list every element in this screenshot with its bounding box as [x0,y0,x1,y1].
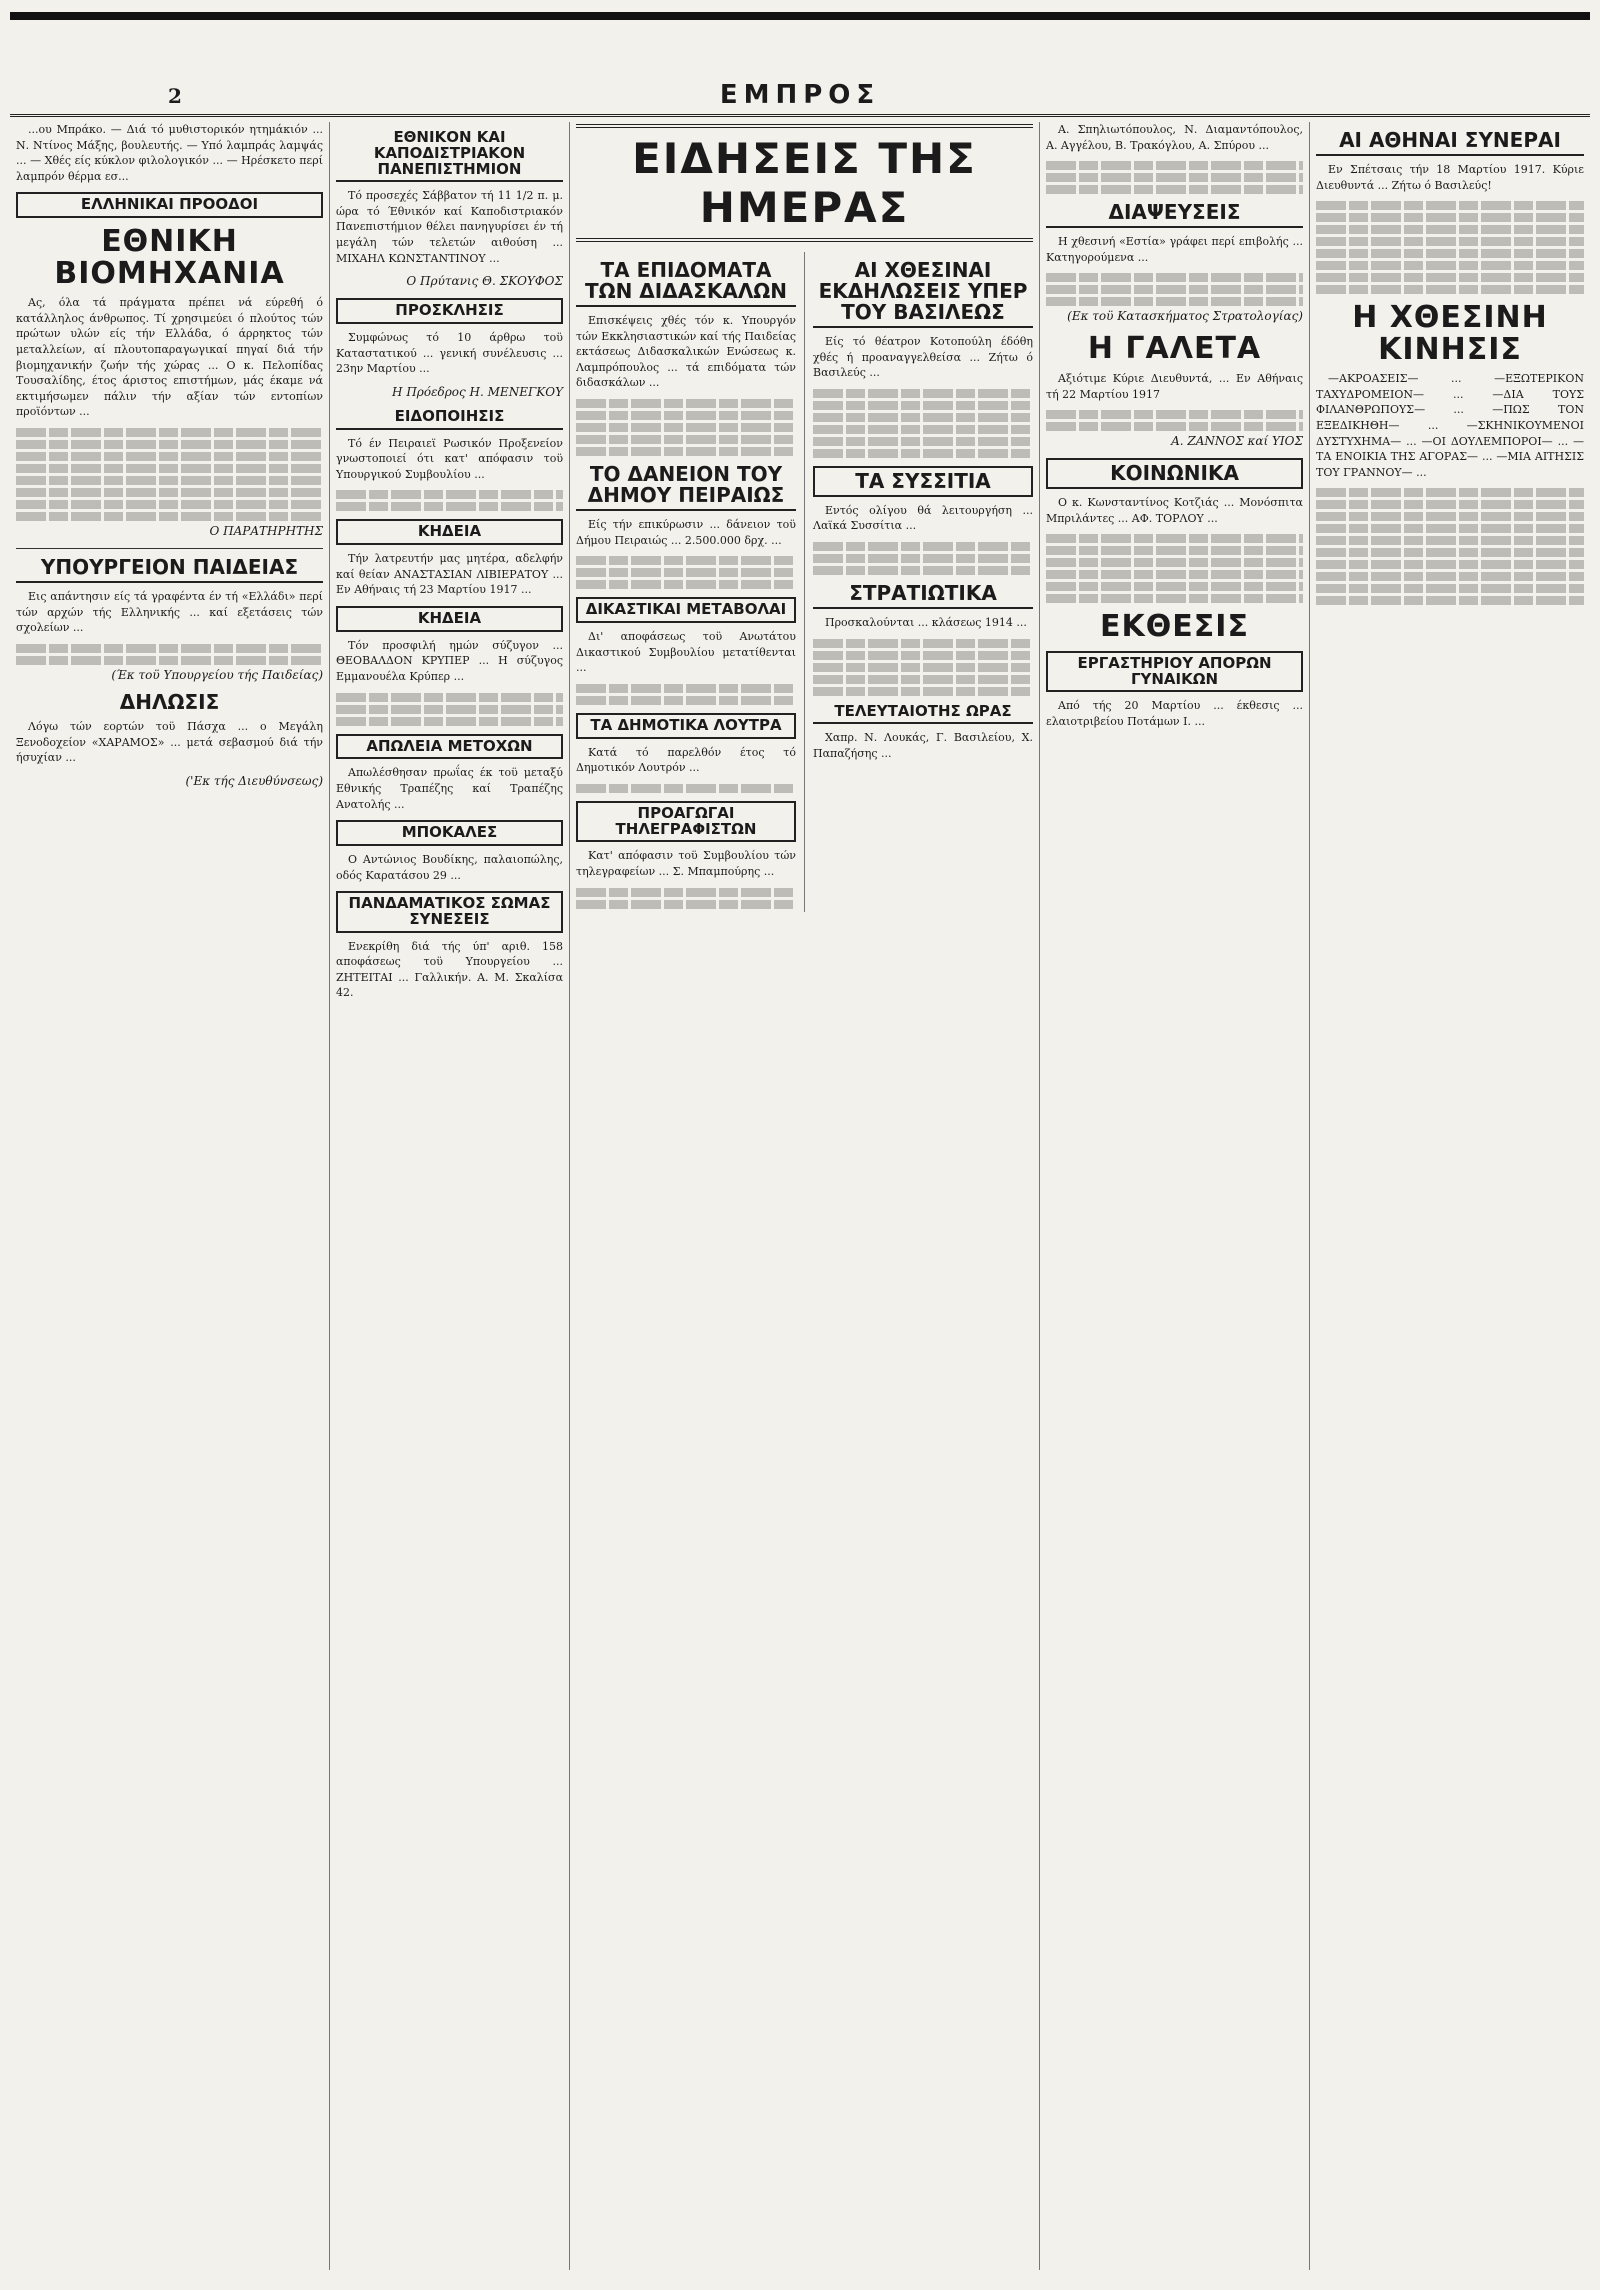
text-filler [813,554,1033,563]
article-body: Εν Σπέτσαις τήν 18 Μαρτίου 1917. Κύριε Διευθυντά ... Ζήτω ό Βασιλεύς! [1316,163,1584,192]
article-headline: ΠΡΟΑΓΩΓΑΙ ΤΗΛΕΓΡΑΦΙΣΤΩΝ [576,801,796,843]
notice-body: Τόν προσφιλή ημών σύζυγον ... ΘΕΟΒΑΛΔΟΝ ΚΡΥΠΕΡ ... Η σύζυγος Εμμανουέλα Κρύπερ ... [336,638,563,683]
section-body: Λόγω τών εορτών τοϋ Πάσχα ... ο Μεγάλη Ξενοδοχείον «ΧΑΡΑΜΟΣ» ... μετά σεβασμού διά τήν ήσυχίαν ... [16,719,323,765]
text-filler [16,452,323,461]
text-filler [1046,582,1303,591]
text-filler [16,464,323,473]
article-headline: ΤΑ ΕΠΙΔΟΜΑΤΑ ΤΩΝ ΔΙΔΑΣΚΑΛΩΝ [576,260,796,307]
text-filler [1046,297,1303,306]
text-filler [1316,261,1584,270]
text-filler [1316,237,1584,246]
notice-body: Τήν λατρευτήν μας μητέρα, αδελφήν καί θείαν ΑΝΑΣΤΑΣΙΑΝ ΛΙΒΙΕΡΑΤΟΥ ... Εν Αθήναις τή 23 Μαρτίου 1917 ... [336,552,563,597]
text-filler [1046,558,1303,567]
notice-body: Ενεκρίθη διά τής ύπ' αριθ. 158 αποφάσεως τοϋ Υπουργείου ... ΖΗΤΕΙΤΑΙ ... Γαλλικήν. Α. Μ. Σκαλίσα 42. [336,939,563,1000]
article-body: Αξιότιμε Κύριε Διευθυντά, ... Εν Αθήναις τή 22 Μαρτίου 1917 [1046,371,1303,401]
article-headline: ΤΕΛΕΥΤΑΙΟΤΗΣ ΩΡΑΣ [813,704,1033,725]
article-headline: ΕΘΝΙΚΗ ΒΙΟΜΗΧΑΝΙΑ [54,224,285,291]
article-body: Είς τήν επικύρωσιν ... δάνειον τοϋ Δήμου Πειραιώς ... 2.500.000 δρχ. ... [576,518,796,547]
text-filler [1046,594,1303,603]
text-filler [576,423,796,432]
notice-heading: ΜΠΟΚΑΛΕΣ [336,820,563,846]
text-filler [1316,584,1584,593]
text-filler [336,717,563,726]
text-filler [1316,273,1584,282]
top-border-bar [10,12,1590,20]
article-headline: ΕΚΘΕΣΙΣ [1100,609,1249,645]
article-body: Εντός ολίγου θά λειτουργήση ... Λαϊκά Συσσίτια ... [813,503,1033,533]
text-filler [1316,225,1584,234]
split-left [576,252,796,912]
section-heading: ΥΠΟΥΡΓΕΙΟΝ ΠΑΙΔΕΙΑΣ [16,557,323,583]
notice-signature: Η Πρόεδρος Η. ΜΕΝΕΓΚΟΥ [392,384,563,399]
article-body: Κατ' απόφασιν τοϋ Συμβουλίου τών τηλεγραφείων ... Σ. Μπαμπούρης ... [576,849,796,878]
notice-signature: Ο Πρύτανις Θ. ΣΚΟΥΦΟΣ [406,274,563,289]
text-filler [1316,249,1584,258]
text-filler [1046,410,1303,419]
text-filler [813,675,1033,684]
article-body: Ας, όλα τά πράγματα πρέπει νά εύρεθή ό κατάλληλος άνθρωπος. Τί χρησιμεύει ό πλούτος τών πρώτων υλών είς τήν Ελλάδα, ό άρρηκτος τών μεταλλείων, αί πλουτοπαραγωγικαί πηγαί διά τήν βιομηχανικήν ζωήν τής χώρας ... Ο κ. Πελοπίδας Τουσαλίδης, έτος άριστος επιστήμων, μάς έκαμε νά εκτιμήσωμεν πάλιν τήν αξίαν τών εντοπίων προϊόντων ... [16,296,323,419]
text-filler [16,512,323,521]
notice-body: Απωλέσθησαν πρωΐας έκ τοϋ μεταξύ Εθνικής Τραπέζης καί Τραπέζης Ανατολής ... [336,766,563,811]
text-filler [813,651,1033,660]
text-filler [1316,488,1584,497]
article-body: Από τής 20 Μαρτίου ... έκθεσις ... ελαιοτριβείου Ποτάμων Ι. ... [1046,699,1303,728]
text-filler [16,488,323,497]
column-2 [330,122,570,2270]
text-filler [813,437,1033,446]
column-1 [10,122,330,2270]
notice-body: Τό έν Πειραιεϊ Ρωσικόν Προξενείον γνωστοποιεί ότι κατ' απόφασιν τοϋ Υπουργικού Συμβουλίου ... [336,436,563,481]
notice-body: Ο Αντώνιος Βουδίκης, παλαιοπώλης, οδός Καρατάσου 29 ... [336,852,563,882]
section-source: ('Εκ τής Διευθύνσεως) [185,773,323,788]
article-headline: ΑΙ ΑΘΗΝΑΙ ΣΥΝΕΡΑΙ [1316,130,1584,156]
text-filler [576,696,796,705]
notice-heading: ΕΙΔΟΠΟΙΗΣΙΣ [336,409,563,430]
text-filler [813,449,1033,458]
text-filler [1316,201,1584,210]
article-headline: ΣΤΡΑΤΙΩΤΙΚΑ [813,583,1033,609]
article-headline: ΔΙΑΨΕΥΣΕΙΣ [1046,202,1303,228]
text-filler [576,784,796,793]
page-number: 2 [168,84,182,108]
article-headline: Η ΓΑΛΕΤΑ [1087,331,1262,367]
split-section [576,252,1033,912]
column-4 [1040,122,1310,2270]
text-filler [1046,273,1303,282]
notice-heading: ΚΗΔΕΙΑ [336,606,563,632]
text-filler [576,411,796,420]
text-filler [16,500,323,509]
text-filler [1316,536,1584,545]
text-filler [1316,572,1584,581]
text-filler [1046,173,1303,182]
text-filler [1046,534,1303,543]
article-headline: Η ΧΘΕΣΙΝΗ ΚΙΝΗΣΙΣ [1352,300,1548,367]
text-filler [576,684,796,693]
text-filler [813,566,1033,575]
newspaper-name: ΕΜΠΡΟΣ [719,80,881,110]
news-banner: ΕΙΔΗΣΕΙΣ ΤΗΣ ΗΜΕΡΑΣ [576,124,1033,242]
article-headline: ΤΑ ΣΥΣΣΙΤΙΑ [813,466,1033,497]
notice-heading: ΑΠΩΛΕΙΑ ΜΕΤΟΧΩΝ [336,734,563,760]
text-filler [336,502,563,511]
text-filler [1046,570,1303,579]
article-headline: ΑΙ ΧΘΕΣΙΝΑΙ ΕΚΔΗΛΩΣΕΙΣ ΥΠΕΡ ΤΟΥ ΒΑΣΙΛΕΩΣ [813,260,1033,328]
intro-text: ...ου Μπράκο. — Διά τό μυθιστορικόν ητημάκιόν ... Ν. Ντίνος Μάξης, βουλευτής. — Υπό λαμπράς λαμψάς ... — Χθές είς κύκλον φιλολογικόν ... — Ηρέσκετο περί λαμπρόν θέρμα εσ... [16,123,323,183]
text-filler [16,428,323,437]
text-filler [576,556,796,565]
intro-text: Α. Σπηλιωτόπουλος, Ν. Διαμαντόπουλος, Α. Αγγέλου, Β. Τρακόγλου, Α. Σπύρου ... [1046,123,1303,152]
notice-heading: ΠΡΟΣΚΛΗΣΙΣ [336,298,563,324]
article-headline: ΤΑ ΔΗΜΟΤΙΚΑ ΛΟΥΤΡΑ [576,713,796,739]
notice-body: Συμφώνως τό 10 άρθρω τοϋ Καταστατικού ... γενική συνέλευσις ... 23ην Μαρτίου ... [336,331,563,376]
text-filler [576,447,796,456]
section-heading: ΔΗΛΩΣΙΣ [119,689,220,714]
text-filler [813,542,1033,551]
text-filler [336,705,563,714]
text-filler [16,476,323,485]
text-filler [1316,213,1584,222]
text-filler [1046,546,1303,555]
divider [16,548,323,549]
text-filler [813,639,1033,648]
rubric-heading: ΕΛΛΗΝΙΚΑΙ ΠΡΟΟΔΟΙ [16,192,323,218]
text-filler [813,413,1033,422]
text-filler [336,693,563,702]
text-filler [813,687,1033,696]
text-filler [1046,161,1303,170]
text-filler [576,435,796,444]
article-body: Επισκέψεις χθές τόν κ. Υπουργόν τών Εκκλησιαστικών καί τής Παιδείας εκτάσεως Διδασκαλικών Ενώσεως κ. Λαμπρόπουλος ... τά επιδόματα τών διδασκάλων ... [576,314,796,390]
text-filler [813,389,1033,398]
text-filler [1316,596,1584,605]
column-5 [1310,122,1590,2270]
masthead [10,78,1590,117]
article-headline: ΚΟΙΝΩΝΙΚΑ [1046,458,1303,489]
text-filler [1316,285,1584,294]
article-subheading: ΕΡΓΑΣΤΗΡΙΟΥ ΑΠΟΡΩΝ ΓΥΝΑΙΚΩΝ [1046,651,1303,693]
text-filler [1046,285,1303,294]
text-filler [576,399,796,408]
text-filler [813,401,1033,410]
notice-heading: ΕΘΝΙΚΟΝ ΚΑΙ ΚΑΠΟΔΙΣΤΡΙΑΚΟΝ ΠΑΝΕΠΙΣΤΗΜΙΟΝ [336,130,563,182]
text-filler [576,900,796,909]
text-filler [813,425,1033,434]
article-body: Δι' αποφάσεως τοϋ Ανωτάτου Δικαστικού Συμβουλίου μετατίθενται ... [576,630,796,675]
article-source: (Εκ τοϋ Κατασκήματος Στρατολογίας) [1067,309,1303,324]
text-filler [1316,500,1584,509]
article-headline: ΔΙΚΑΣΤΙΚΑΙ ΜΕΤΑΒΟΛΑΙ [576,597,796,623]
split-right [804,252,1033,912]
article-body: Προσκαλούνται ... κλάσεως 1914 ... [825,616,1027,630]
notice-heading: ΚΗΔΕΙΑ [336,519,563,545]
columns [10,122,1590,2270]
text-filler [813,663,1033,672]
notice-body: Τό προσεχές Σάββατον τή 11 1/2 π. μ. ώρα τό Έθνικόν καί Καποδιστριακόν Πανεπιστήμιον θέλει πανηγυρίσει έν τή μεγάλη τών τελετών αιθούση ... ΜΙΧΑΗΛ ΚΩΝΣΤΑΝΤΙΝΟΥ ... [336,189,563,265]
article-body: Χαπρ. Ν. Λουκάς, Γ. Βασιλείου, Χ. Παπαζήσης ... [813,731,1033,761]
article-headline: ΤΟ ΔΑΝΕΙΟΝ ΤΟΥ ΔΗΜΟΥ ΠΕΙΡΑΙΩΣ [576,464,796,511]
text-filler [336,490,563,499]
section-source: (Έκ τοϋ Υπουργείου τής Παιδείας) [111,667,323,682]
text-filler [1316,560,1584,569]
article-body: Είς τό θέατρον Κοτοπούλη έδόθη χθές ή προαναγγελθείσα ... Ζήτω ό Βασιλεύς ... [813,335,1033,380]
text-filler [1046,185,1303,194]
text-filler [1316,524,1584,533]
text-filler [16,656,323,665]
text-filler [1046,422,1303,431]
article-signature: Α. ΖΑΝΝΟΣ καί ΥΙΟΣ [1171,434,1303,449]
article-signature: Ο ΠΑΡΑΤΗΡΗΤΗΣ [209,524,323,539]
notice-heading: ΠΑΝΔΑΜΑΤΙΚΟΣ ΣΩΜΑΣ ΣΥΝΕΣΕΙΣ [336,891,563,933]
article-body: Κατά τό παρελθόν έτος τό Δημοτικόν Λουτρόν ... [576,745,796,775]
text-filler [576,888,796,897]
text-filler [1316,548,1584,557]
text-filler [16,440,323,449]
text-filler [576,580,796,589]
text-filler [1316,512,1584,521]
article-body: Η χθεσινή «Εστία» γράφει περί επιβολής ... Κατηγορούμενα ... [1046,235,1303,264]
column-3 [570,122,1040,2270]
article-body: —ΑΚΡΟΑΣΕΙΣ— ... —ΕΞΩΤΕΡΙΚΟΝ ΤΑΧΥΔΡΟΜΕΙΟΝ— ... —ΔΙΑ ΤΟΥΣ ΦΙΛΑΝΘΡΩΠΟΥΣ— ... —ΠΩΣ ΤΟΝ ΕΞΕΔΙΚΗΘΗ— ... —ΣΚΗΝΙΚΟΥΜΕΝΟΙ ΔΥΣΤΥΧΗΜΑ— ... —ΟΙ ΔΟΥΛΕΜΠΟΡΟΙ— ... —ΤΑ ΕΝΟΙΚΙΑ ΤΗΣ ΑΓΟΡΑΣ— ... —ΜΙΑ ΑΙΤΗΣΙΣ ΤΟΥ ΓΡΑΝΝΟΥ— ... [1316,372,1584,479]
text-filler [576,568,796,577]
section-body: Εις απάντησιν είς τά γραφέντα έν τή «Ελλάδι» περί τών αρχών τής Ελληνικής ... καί εξετάσεις τών σχολείων ... [16,590,323,635]
text-filler [16,644,323,653]
article-body: Ο κ. Κωνσταντίνος Κοτζιάς ... Μονόσπιτα Μπριλάντες ... ΑΦ. ΤΟΡΛΟΥ ... [1046,496,1303,525]
